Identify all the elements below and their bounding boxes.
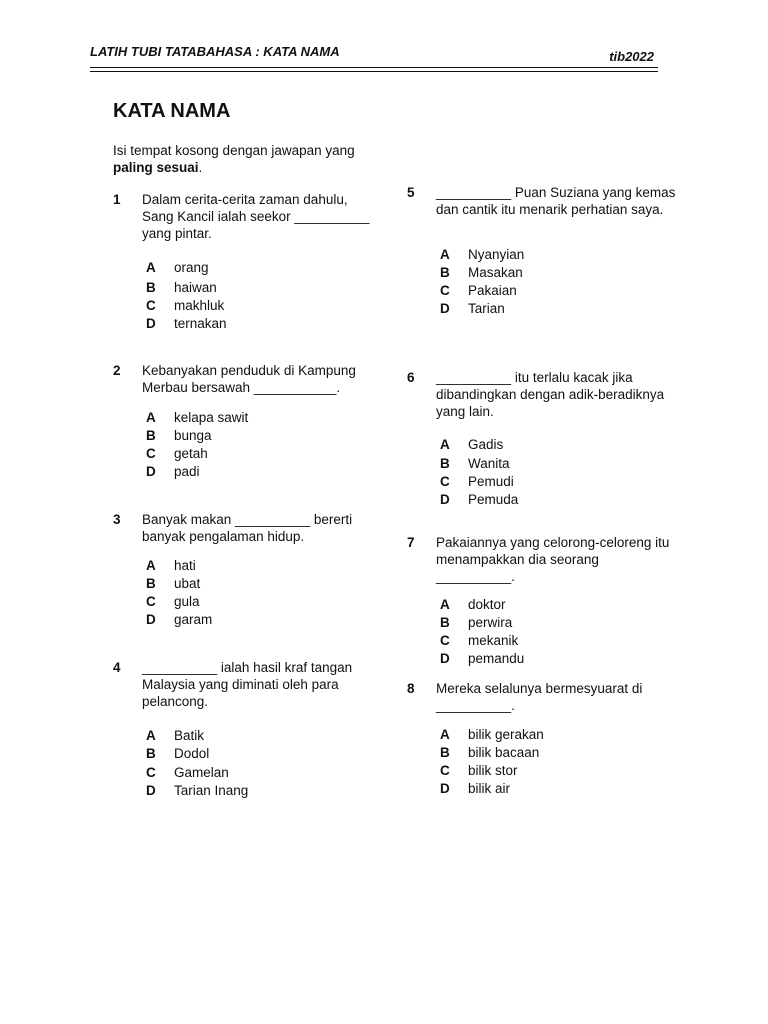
option-text: kelapa sawit — [174, 410, 249, 425]
option-text: orang — [174, 260, 209, 275]
option-letter: B — [440, 265, 450, 280]
option-letter: D — [146, 783, 156, 798]
option-text: Pemuda — [468, 492, 519, 507]
option-text: Pemudi — [468, 474, 514, 489]
question-number: 8 — [407, 681, 415, 696]
option-text: makhluk — [174, 298, 225, 313]
option-text: padi — [174, 464, 200, 479]
option-letter: D — [146, 316, 156, 331]
option-text: Batik — [174, 728, 205, 743]
option-text: mekanik — [468, 633, 519, 648]
option-letter: A — [146, 558, 156, 573]
option-letter: C — [440, 474, 450, 489]
option-letter: C — [440, 763, 450, 778]
option-text: getah — [174, 446, 208, 461]
page-header — [90, 44, 656, 64]
question-number: 5 — [407, 185, 415, 200]
instruction-bold: paling sesuai — [113, 160, 199, 175]
option-text: bilik gerakan — [468, 727, 544, 742]
question-number: 1 — [113, 192, 121, 207]
question-text: Mereka selalunya bermesyuarat di __________. — [436, 681, 643, 713]
option-letter: D — [440, 492, 450, 507]
question-text: Pakaiannya yang celorong-celoreng itu menampakkan dia seorang __________. — [436, 535, 670, 584]
question-text: Kebanyakan penduduk di Kampung Merbau bersawah ___________. — [142, 363, 356, 395]
option-letter: A — [146, 410, 156, 425]
option-letter: C — [146, 298, 156, 313]
option-text: haiwan — [174, 280, 217, 295]
option-letter: B — [146, 746, 156, 761]
option-letter: B — [440, 615, 450, 630]
option-letter: B — [146, 428, 156, 443]
question-number: 3 — [113, 512, 121, 527]
header-title: LATIH TUBI TATABAHASA : KATA NAMA — [90, 44, 340, 59]
option-text: Gamelan — [174, 765, 229, 780]
option-text: pemandu — [468, 651, 525, 666]
option-letter: D — [440, 301, 450, 316]
option-letter: A — [440, 727, 450, 742]
option-text: ubat — [174, 576, 201, 591]
option-letter: C — [146, 446, 156, 461]
header-rule-thick — [90, 67, 658, 68]
header-code: tib2022 — [609, 49, 654, 64]
option-text: gula — [174, 594, 200, 609]
option-letter: A — [146, 728, 156, 743]
header-rule-thin — [90, 71, 658, 72]
option-text: Wanita — [468, 456, 510, 471]
option-letter: D — [146, 464, 156, 479]
option-letter: A — [440, 437, 450, 452]
question-text: Dalam cerita-cerita zaman dahulu, Sang Kancil ialah seekor __________ yang pintar. — [142, 192, 370, 241]
question-number: 7 — [407, 535, 415, 550]
option-text: Dodol — [174, 746, 210, 761]
option-letter: C — [440, 633, 450, 648]
option-text: bilik bacaan — [468, 745, 540, 760]
option-letter: B — [440, 456, 450, 471]
option-text: bilik air — [468, 781, 511, 796]
option-text: bunga — [174, 428, 212, 443]
option-text: Gadis — [468, 437, 504, 452]
option-text: ternakan — [174, 316, 227, 331]
option-letter: B — [440, 745, 450, 760]
option-text: perwira — [468, 615, 513, 630]
option-letter: B — [146, 576, 156, 591]
question-text: __________ Puan Suziana yang kemas dan cantik itu menarik perhatian saya. — [436, 185, 676, 217]
question-text: Banyak makan __________ bererti banyak pengalaman hidup. — [142, 512, 353, 544]
option-text: hati — [174, 558, 196, 573]
page-title: KATA NAMA — [113, 100, 231, 122]
instruction-text: Isi tempat kosong dengan jawapan yang — [113, 143, 355, 158]
option-text: garam — [174, 612, 213, 627]
question-text: __________ ialah hasil kraf tangan Malaysia yang diminati oleh para pelancong. — [142, 660, 353, 709]
option-letter: B — [146, 280, 156, 295]
option-text: Tarian Inang — [174, 783, 249, 798]
option-text: doktor — [468, 597, 506, 612]
instruction — [113, 142, 373, 176]
instruction-end: . — [198, 160, 203, 175]
option-letter: A — [146, 260, 156, 275]
option-text: Pakaian — [468, 283, 517, 298]
option-letter: D — [440, 781, 450, 796]
question-text: __________ itu terlalu kacak jika dibandingkan dengan adik-beradiknya yang lain. — [436, 370, 665, 419]
option-letter: D — [440, 651, 450, 666]
option-letter: D — [146, 612, 156, 627]
option-letter: C — [146, 765, 156, 780]
option-letter: C — [440, 283, 450, 298]
option-text: Tarian — [468, 301, 505, 316]
option-letter: A — [440, 597, 450, 612]
question-number: 6 — [407, 370, 415, 385]
option-text: Nyanyian — [468, 247, 525, 262]
option-letter: A — [440, 247, 450, 262]
option-text: bilik stor — [468, 763, 518, 778]
question-number: 2 — [113, 363, 121, 378]
option-letter: C — [146, 594, 156, 609]
question-number: 4 — [113, 660, 121, 675]
option-text: Masakan — [468, 265, 523, 280]
